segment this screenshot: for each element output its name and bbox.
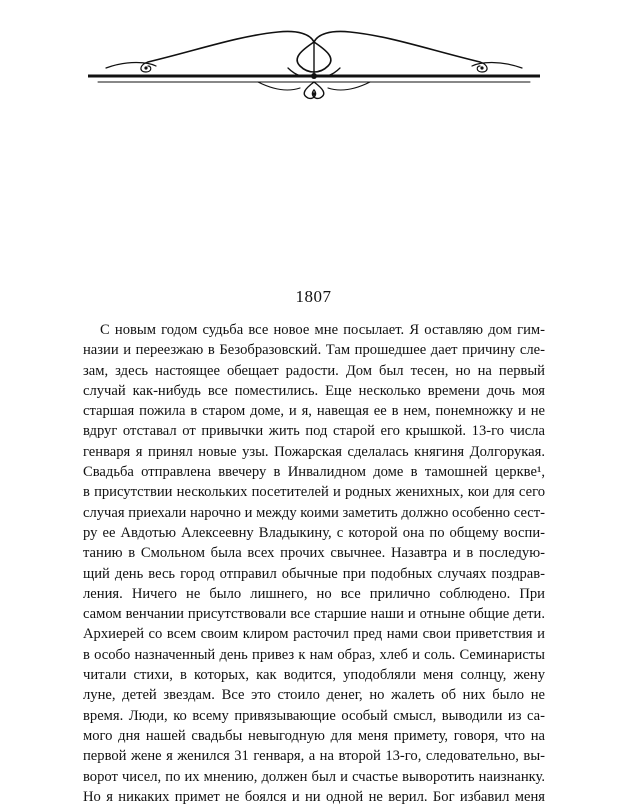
- text-line: случай как-нибудь все поместились. Еще несколько времени дочь моя: [83, 382, 545, 399]
- body-paragraph: [83, 320, 545, 807]
- text-line: ления. Ничего не было лишнего, но все прилично соблюдено. При: [83, 585, 545, 602]
- text-line: зам, здесь настоящее обещает радости. Дом был тесен, но на первый: [83, 362, 545, 379]
- text-line: назии и переезжаю в Безобразовский. Там прошедшее дает причину сле-: [83, 342, 545, 359]
- text-line: читали стихи, в которых, как водится, уподобляли меня солнцу, жену: [83, 667, 545, 684]
- text-line: ворот чисел, по их мнению, должен был и счастье выворотить наизнанку.: [83, 768, 545, 785]
- text-line: случая приехали нарочно и между коими заметить должно особенно сест-: [83, 504, 545, 521]
- text-line: Но я никаких примет не боялся и ни одной не верил. Бог избавил меня: [83, 788, 545, 805]
- text-line: генваря я принял новые узы. Пожарская сделалась княгиня Долгорукая.: [83, 443, 545, 460]
- text-line: в присутствии нескольких посетителей и родных женихных, кои для сего: [83, 484, 545, 501]
- text-line: Архиерей со всем своим клиром расточил пред нами свои приветствия и: [83, 626, 545, 643]
- text-line: старшая пожила в старом доме, и я, навещая ее в нем, понемножку и не: [83, 403, 545, 420]
- text-line: Свадьба отправлена ввечеру в Инвалидном доме в тамошней церкве¹,: [83, 464, 545, 481]
- text-line: С новым годом судьба все новое мне посылает. Я оставляю дом гим-: [100, 322, 545, 338]
- text-line: луне, детей звездам. Все это стоило денег, но жалеть об них было не: [83, 687, 545, 704]
- decorative-flourish-ornament: [88, 22, 540, 104]
- text-line: время. Люди, ко всему привязывающие особый смысл, выводили из са-: [83, 707, 545, 724]
- text-line: щий день весь город отправил обычные при подобных случаях поздрав-: [83, 565, 545, 582]
- text-line: ру ее Авдотью Алексеевну Владыкину, с которой она по общему воспи-: [83, 524, 545, 541]
- text-line: первой жене я женился 31 генваря, а на второй 13-го, следовательно, вы-: [83, 748, 545, 765]
- text-line: вдруг отставал от привычки жить под старой его крышкой. 13-го числа: [83, 423, 545, 440]
- text-line: в особо назначенный день привез к нам образ, хлеб и соль. Семинаристы: [83, 646, 545, 663]
- chapter-year-heading: 1807: [295, 287, 332, 306]
- text-line: танию в Смольном была всех прочих свычнее. Назавтра и в последую-: [83, 545, 545, 562]
- text-line: мого дня нашей свадьбы невыгодную для меня примету, говоря, что на: [83, 727, 545, 744]
- text-line: самом венчании присутствовали все старшие наши и отныне общие дети.: [83, 606, 545, 623]
